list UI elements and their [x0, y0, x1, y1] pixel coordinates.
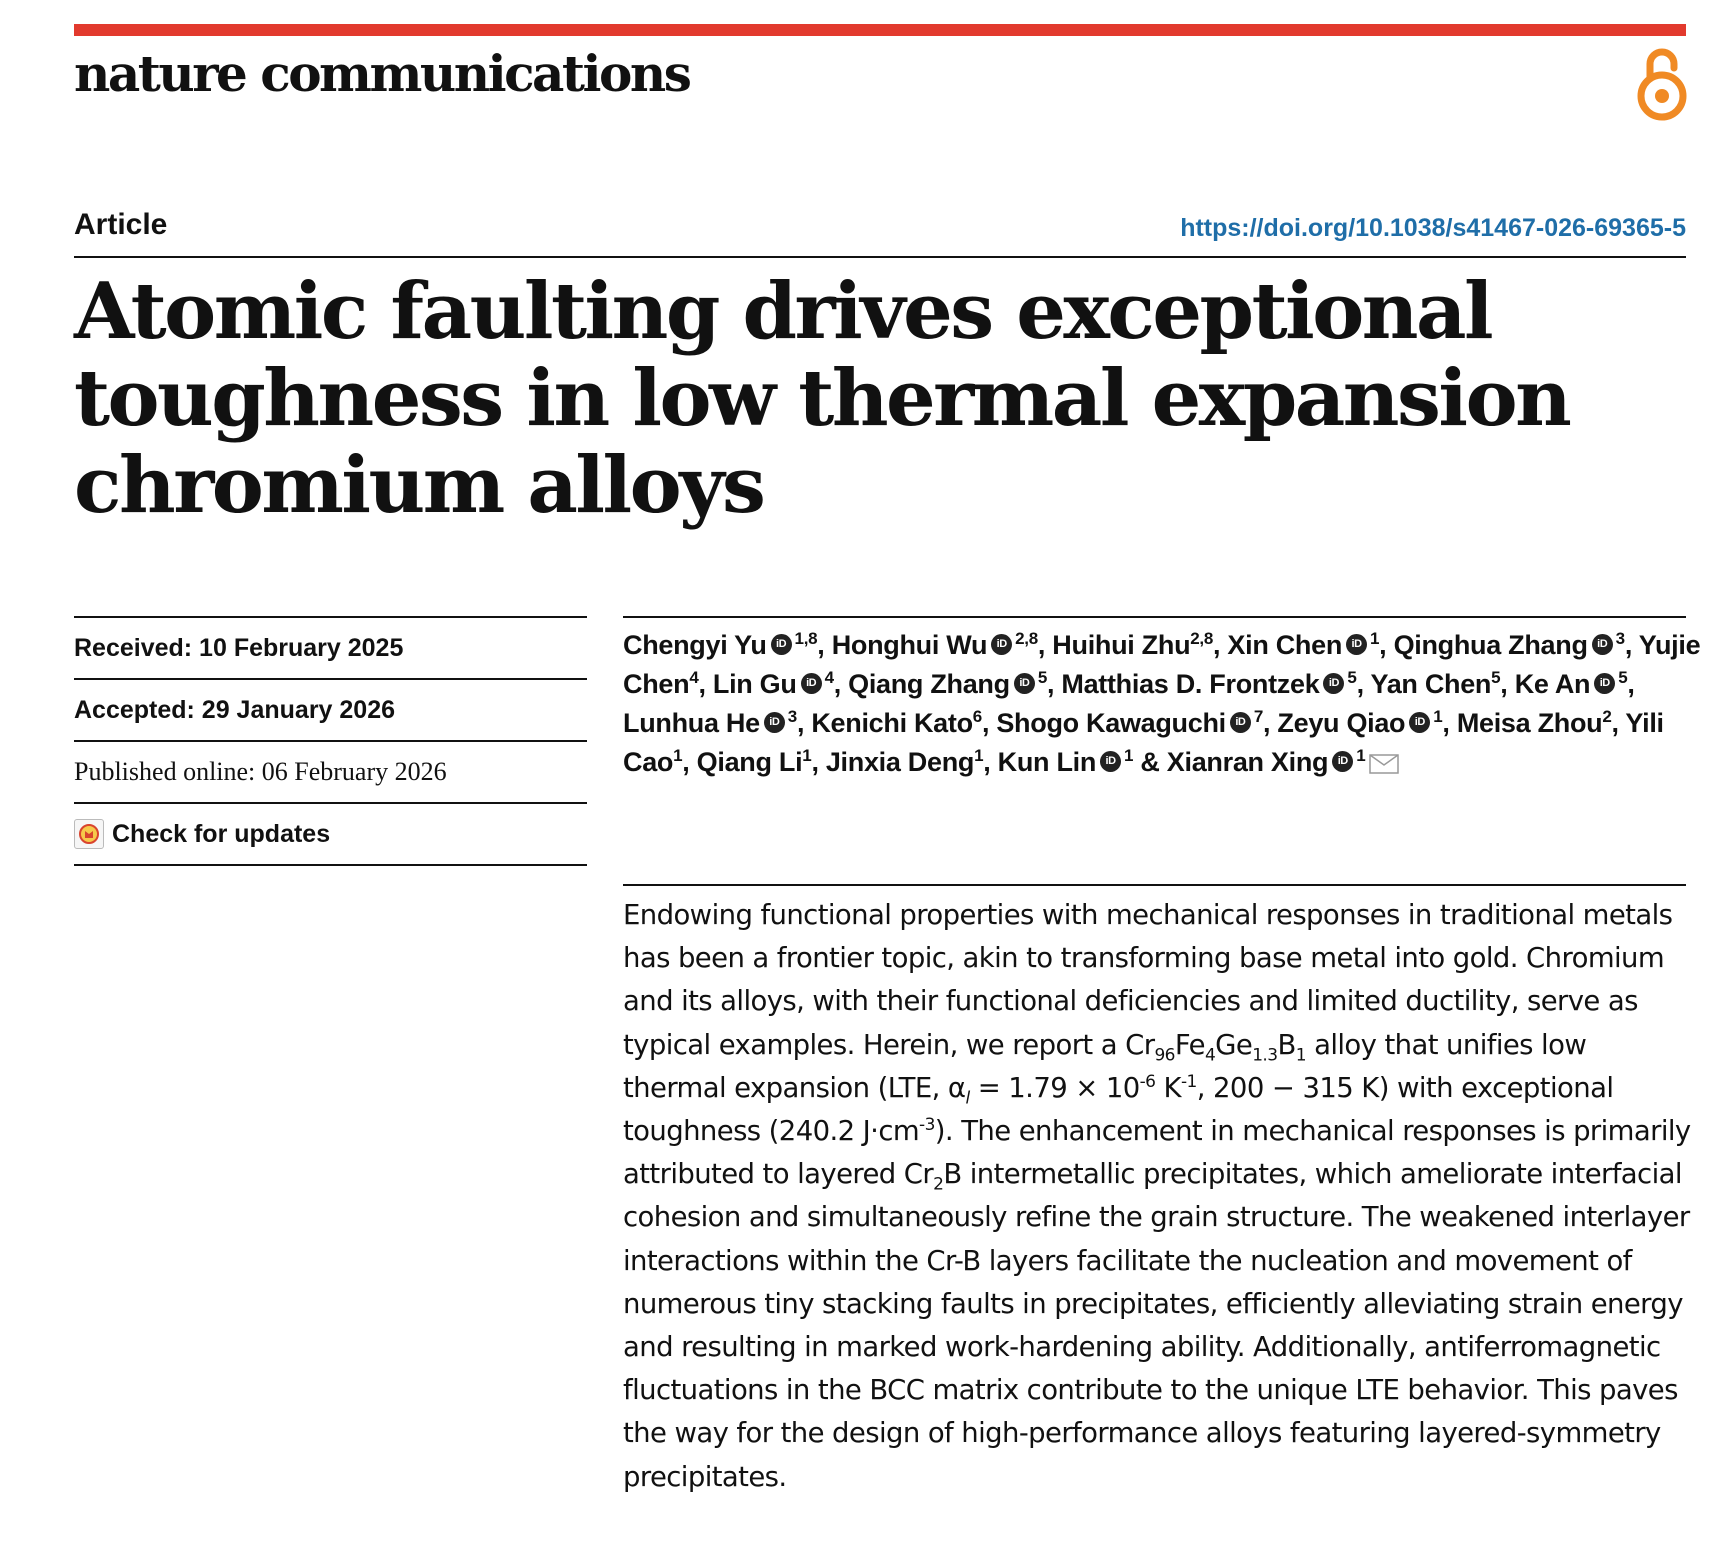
affiliation-number: 5	[1037, 668, 1047, 687]
affiliation-number: 1	[1124, 746, 1134, 765]
author-name: Lunhua He	[623, 708, 760, 738]
author-separator: ,	[981, 708, 997, 738]
published-date: Published online: 06 February 2026	[74, 757, 447, 786]
accepted-date: Accepted: 29 January 2026	[74, 695, 396, 724]
affiliation-number: 1	[673, 746, 683, 765]
author[interactable]	[1457, 708, 1612, 738]
orcid-icon[interactable]: iD	[1409, 712, 1430, 733]
author[interactable]	[1277, 708, 1442, 738]
author[interactable]	[697, 747, 812, 777]
authors-divider	[623, 616, 1686, 618]
author[interactable]	[826, 747, 983, 777]
author-separator: ,	[1624, 630, 1639, 660]
author-separator: ,	[833, 669, 849, 699]
abstract-text: = 1.79 × 10	[969, 1071, 1140, 1104]
author-name: Honghui Wu	[831, 630, 988, 660]
affiliation-number: 5	[1618, 668, 1628, 687]
author-name: Qiang Zhang	[848, 669, 1010, 699]
orcid-icon[interactable]: iD	[1100, 751, 1121, 772]
affiliation-number: 3	[787, 707, 797, 726]
formula-element: Ge	[1215, 1028, 1253, 1061]
affiliation-number: 2,8	[1015, 629, 1038, 648]
affiliation-number: 5	[1347, 668, 1357, 687]
author[interactable]	[623, 708, 797, 738]
author-name: Kun Lin	[997, 747, 1097, 777]
orcid-icon[interactable]: iD	[1230, 712, 1251, 733]
author[interactable]	[998, 747, 1134, 777]
affiliation-number: 1	[1356, 746, 1366, 765]
orcid-icon[interactable]: iD	[1323, 673, 1344, 694]
affiliation-number: 1	[974, 746, 984, 765]
formula-subscript: 4	[1204, 1045, 1216, 1066]
author-separator: ,	[811, 747, 826, 777]
author-separator: ,	[682, 747, 697, 777]
affiliation-number: 4	[689, 668, 699, 687]
author[interactable]	[811, 708, 982, 738]
author-separator: ,	[1046, 669, 1062, 699]
check-for-updates-icon	[74, 819, 104, 849]
header-accent-bar	[74, 24, 1686, 36]
formula-element: Fe	[1174, 1028, 1205, 1061]
header-divider	[74, 256, 1686, 258]
affiliation-number: 1,8	[794, 629, 818, 648]
author-separator: &	[1133, 747, 1167, 777]
article-dates-panel	[74, 616, 587, 866]
doi-link[interactable]: https://doi.org/10.1038/s41467-026-69365-5	[1180, 214, 1686, 242]
author-separator: ,	[1263, 708, 1278, 738]
affiliation-number: 3	[1615, 629, 1625, 648]
author-separator: ,	[698, 669, 713, 699]
formula-subscript: 1.3	[1252, 1045, 1278, 1066]
affiliation-number: 1	[1433, 707, 1443, 726]
exponent: -1	[1180, 1071, 1197, 1092]
author-separator: ,	[1356, 669, 1371, 699]
affiliation-number: 2,8	[1190, 629, 1213, 648]
author[interactable]	[1052, 630, 1213, 660]
orcid-icon[interactable]: iD	[1592, 634, 1613, 655]
journal-name[interactable]: nature communications	[74, 44, 690, 103]
author-name: Chengyi Yu	[623, 630, 767, 660]
author-separator: ,	[1213, 630, 1228, 660]
author-name: Qinghua Zhang	[1393, 630, 1588, 660]
author-name: Shogo Kawaguchi	[996, 708, 1226, 738]
author-name: Huihui Zhu	[1052, 630, 1191, 660]
exponent: -3	[919, 1114, 935, 1135]
author[interactable]	[832, 630, 1038, 660]
author-name: Kenichi Kato	[811, 708, 973, 738]
author-name: Zeyu Qiao	[1277, 708, 1406, 738]
alpha-subscript: l	[965, 1088, 970, 1109]
author-name: Xin Chen	[1227, 630, 1343, 660]
author[interactable]	[1394, 630, 1625, 660]
abstract-text: , 200 − 315 K) with exceptional toughness (240.2 J·cm	[623, 1071, 1614, 1148]
orcid-icon[interactable]: iD	[1594, 673, 1615, 694]
affiliation-number: 4	[824, 668, 834, 687]
orcid-icon[interactable]: iD	[1346, 634, 1367, 655]
author[interactable]	[623, 630, 817, 660]
formula-subscript: 1	[1295, 1045, 1306, 1066]
author-name: Yujie Chen	[623, 630, 1701, 699]
affiliation-number: 1	[1370, 629, 1380, 648]
author[interactable]	[1227, 630, 1379, 660]
affiliation-number: 1	[802, 746, 812, 765]
article-type: Article	[74, 208, 168, 241]
formula-subscript: 96	[1154, 1045, 1175, 1066]
author[interactable]	[1515, 669, 1628, 699]
abstract-text: K	[1155, 1071, 1181, 1104]
abstract-text: alloy that unifies low thermal expansion (LTE, α	[623, 1028, 1587, 1104]
author[interactable]	[1371, 669, 1501, 699]
author-name: Matthias D. Frontzek	[1061, 669, 1320, 699]
exponent: -6	[1139, 1071, 1156, 1092]
subscript: 2	[933, 1174, 944, 1195]
email-icon[interactable]	[1369, 754, 1399, 774]
author-separator: ,	[1037, 630, 1053, 660]
divider	[74, 864, 587, 866]
received-date: Received: 10 February 2025	[74, 633, 404, 662]
author-name: Yili Cao	[623, 708, 1664, 777]
author-name: Jinxia Deng	[825, 747, 975, 777]
author-separator: ,	[1379, 630, 1394, 660]
author-list	[623, 626, 1703, 782]
abstract-text: Endowing functional properties with mechanical responses in traditional metals has been a frontier topic, akin to transforming base metal into gold. Chromium and its alloys, with their functional deficiencies and limited ductility, serve as typical examples. Herein, we report a	[623, 899, 1673, 1061]
abstract-divider	[623, 884, 1686, 886]
author-name: Yan Chen	[1370, 669, 1492, 699]
orcid-icon[interactable]: iD	[771, 634, 792, 655]
orcid-icon[interactable]: iD	[1332, 751, 1353, 772]
author-name: Meisa Zhou	[1456, 708, 1603, 738]
check-for-updates-label: Check for updates	[112, 819, 331, 848]
affiliation-number: 5	[1491, 668, 1501, 687]
author-name: Xianran Xing	[1166, 747, 1329, 777]
author-name: Ke An	[1514, 669, 1591, 699]
abstract	[623, 894, 1693, 1499]
author-name: Lin Gu	[712, 669, 797, 699]
author[interactable]	[1061, 669, 1356, 699]
author[interactable]	[996, 708, 1263, 738]
orcid-icon[interactable]: iD	[991, 634, 1012, 655]
abstract-text: ). The enhancement in mechanical responses is primarily attributed to layered Cr	[623, 1115, 1691, 1191]
formula-element: B	[1277, 1028, 1296, 1061]
author-separator: ,	[1627, 669, 1635, 699]
author[interactable]	[713, 669, 834, 699]
author[interactable]	[1167, 747, 1400, 777]
check-for-updates-button[interactable]	[74, 804, 587, 864]
orcid-icon[interactable]: iD	[764, 712, 785, 733]
author-separator: ,	[1611, 708, 1626, 738]
author-name: Qiang Li	[696, 747, 803, 777]
author-separator: ,	[796, 708, 812, 738]
affiliation-number: 2	[1602, 707, 1612, 726]
article-title: Atomic faulting drives exceptional toughness in low thermal expansion chromium alloys	[74, 266, 1570, 531]
author-separator: ,	[1442, 708, 1457, 738]
alloy-formula	[1125, 1028, 1306, 1066]
abstract-text: B intermetallic precipitates, which ameliorate interfacial cohesion and simultaneously refine the grain structure. The weakened interlayer interactions within the Cr-B layers facilitate the nucleation and movement of numerous tiny stacking faults in precipitates, efficiently alleviating strain energy and resulting in marked work-hardening ability. Additionally, antiferromagnetic fluctuations in the BCC matrix contribute to the unique LTE behavior. This paves the way for the design of high-performance alloys featuring layered-symmetry precipitates.	[623, 1158, 1690, 1493]
author-separator: ,	[817, 630, 832, 660]
open-access-icon	[1636, 44, 1688, 124]
orcid-icon[interactable]: iD	[1014, 673, 1035, 694]
formula-element: Cr	[1125, 1028, 1155, 1061]
orcid-icon[interactable]: iD	[801, 673, 822, 694]
author[interactable]	[848, 669, 1047, 699]
author-separator: ,	[1500, 669, 1515, 699]
author-separator: ,	[983, 747, 998, 777]
affiliation-number: 7	[1253, 707, 1264, 726]
affiliation-number: 6	[972, 707, 982, 726]
